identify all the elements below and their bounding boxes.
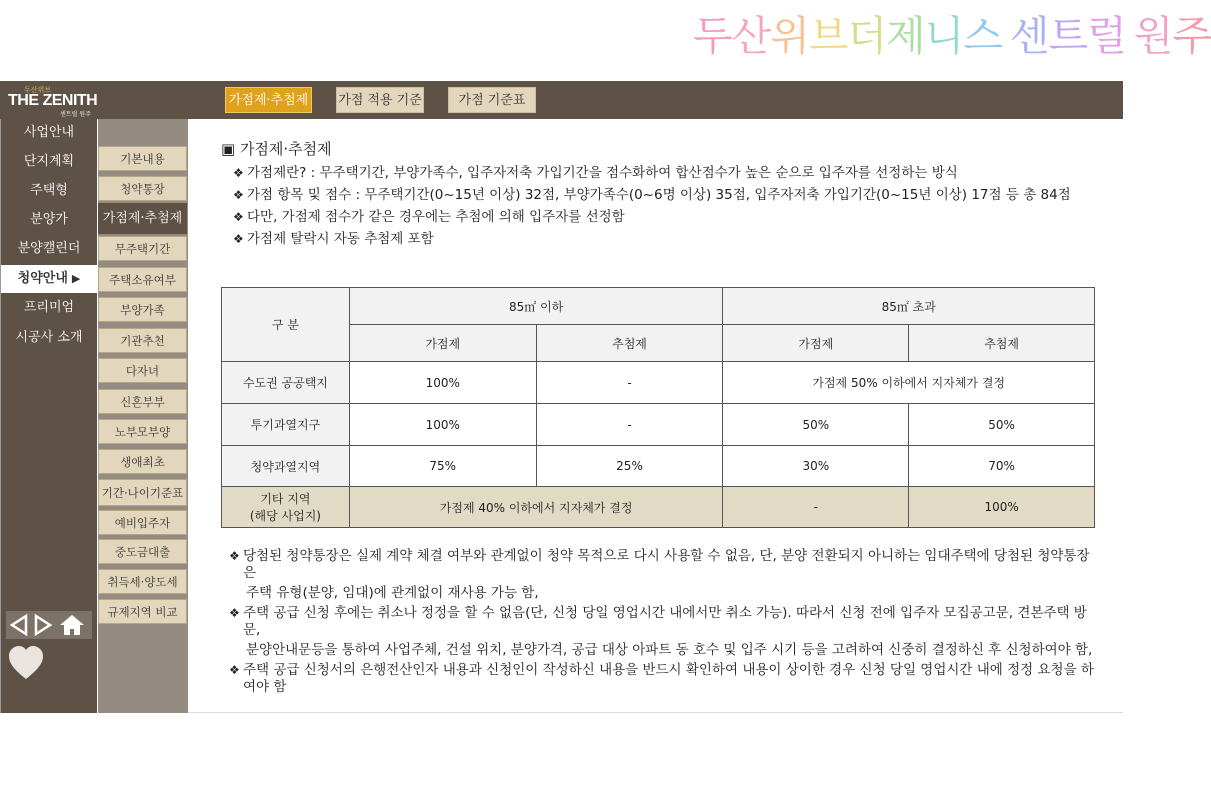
sub-item-multichild[interactable]: 다자녀 <box>98 358 187 383</box>
sidebar-item-calendar[interactable]: 분양캘린더 <box>17 241 81 256</box>
table-row-label: 청약과열지역 <box>222 446 350 487</box>
headline-char: 럴 <box>1087 12 1126 60</box>
logo-tiny-text: 두산위브 <box>24 86 52 94</box>
headline-char: 센 <box>1009 12 1049 60</box>
main-content <box>188 119 1123 713</box>
logo-sub-text: 센트럴 원주 <box>60 111 91 118</box>
table-subheader-cell: 가점제 <box>349 325 536 362</box>
sub-item-tax[interactable]: 취득세·양도세 <box>98 569 187 594</box>
table-row-highlight <box>222 487 1095 528</box>
table-group-header: 85㎡ 초과 <box>723 288 1095 325</box>
headline-char: 더 <box>847 12 887 60</box>
headline-char: 제 <box>886 12 925 60</box>
table-cell: 25% <box>536 446 723 487</box>
prev-arrow-icon[interactable] <box>9 614 29 636</box>
top-bar <box>0 81 1123 119</box>
sidebar-item-builder[interactable]: 시공사 소개 <box>15 330 83 345</box>
notes-list <box>229 548 1099 699</box>
note-continuation: 분양안내문등을 통하여 사업주체, 건설 위치, 분양가격, 공급 대상 아파트 동 호수 및 입주 시기 등을 고려하여 신중히 결정하신 후 신청하여야 함, <box>246 642 1093 658</box>
row-label-line: 기타 지역 <box>260 492 311 506</box>
tab-gajeom-chucheom[interactable]: 가점제·추첨제 <box>225 87 312 113</box>
sidebar-item-complex[interactable]: 단지계획 <box>23 154 75 169</box>
table-cell: 100% <box>909 487 1095 528</box>
sub-item-account[interactable]: 청약통장 <box>98 176 187 201</box>
table-row <box>222 404 1095 446</box>
next-arrow-icon[interactable] <box>33 614 53 636</box>
table-cell: 가점제 40% 이하에서 지자체가 결정 <box>349 487 723 528</box>
sidebar-item-business[interactable]: 사업안내 <box>23 125 75 140</box>
row-label-line: (해당 사업지) <box>249 509 321 523</box>
sub-sidebar <box>98 119 188 713</box>
bullet-item: ❖ 가점제 탈락시 자동 추첨제 포함 <box>233 231 1093 248</box>
table-cell: 70% <box>909 446 1095 487</box>
brand-logo[interactable] <box>6 85 100 117</box>
table-row <box>222 446 1095 487</box>
table-cell: 가점제 50% 이하에서 지자체가 결정 <box>723 362 1095 404</box>
table-group-header: 85㎡ 이하 <box>349 288 723 325</box>
table-row <box>222 362 1095 404</box>
headline-char: 산 <box>731 12 771 60</box>
note-continuation: 주택 유형(분양, 임대)에 관계없이 재사용 가능 함, <box>246 585 539 601</box>
table-header-row <box>222 288 1095 325</box>
sub-item-newlywed[interactable]: 신혼부부 <box>98 389 187 414</box>
sub-item-regulation[interactable]: 규제지역 비교 <box>98 599 187 624</box>
sub-item-dependents[interactable]: 부양가족 <box>98 297 187 322</box>
table-cell: 100% <box>349 362 536 404</box>
table-subheader-cell: 추첨제 <box>909 325 1095 362</box>
sub-item-institution[interactable]: 기관추천 <box>98 328 187 353</box>
headline-char: 원 <box>1133 12 1173 60</box>
page-controls <box>6 611 92 639</box>
table-row-label: 투기과열지구 <box>222 404 350 446</box>
note-item: ❖ 주택 공급 신청 후에는 취소나 정정을 할 수 없음(단, 신청 당일 영업시간 내에서만 취소 가능). 따라서 신청 전에 입주자 모집공고문, 견본주택 방문, <box>229 605 1099 639</box>
bullet-item: ❖ 다만, 가점제 점수가 같은 경우에는 추첨에 의해 입주자를 선정함 <box>233 209 1093 226</box>
logo-main-text: THE ZENITH <box>8 92 98 109</box>
table-subheader-cell: 추첨제 <box>536 325 723 362</box>
heart-icon[interactable] <box>8 646 44 682</box>
table-cell: 50% <box>723 404 909 446</box>
table-cell: - <box>536 362 723 404</box>
sidebar-item-price[interactable]: 분양가 <box>30 212 68 227</box>
section-title: ▣ 가점제·추첨제 <box>221 140 332 158</box>
table-cell: 75% <box>349 446 536 487</box>
sidebar-item-premium[interactable]: 프리미엄 <box>23 300 75 315</box>
content-bottom-border <box>188 712 1123 713</box>
intro-bullets <box>233 165 1093 253</box>
note-item: ❖ 주택 공급 신청서의 은행전산인자 내용과 신청인이 작성하신 내용을 반드시 확인하여 내용이 상이한 경우 신청 당일 영업시간 내에 정정 요청을 하여야 함 <box>229 662 1099 696</box>
table-cell: - <box>723 487 909 528</box>
bullet-item: ❖ 가점제란? : 무주택기간, 부양가족수, 입주자저축 가입기간을 점수화하여 합산점수가 높은 순으로 입주자를 선정하는 방식 <box>233 165 1093 182</box>
headline-char: 두 <box>693 12 732 60</box>
bullet-item: ❖ 가점 항목 및 점수 : 무주택기간(0~15년 이상) 32점, 부양가족수(0~6명 이상) 35점, 입주자저축 가입기간(0~15년 이상) 17점 등 총 84점 <box>233 187 1093 204</box>
sub-item-ownership[interactable]: 주택소유여부 <box>98 267 187 292</box>
sub-item-basic[interactable]: 기본내용 <box>98 146 187 171</box>
headline-char: 니 <box>924 12 964 60</box>
table-row-label <box>222 487 350 528</box>
headline-char: 트 <box>1048 12 1088 60</box>
sub-item-gajeom[interactable]: 가점제·추첨제 <box>98 203 187 234</box>
table-row-label: 수도권 공공택지 <box>222 362 350 404</box>
sub-item-first-time[interactable]: 생애최초 <box>98 449 187 474</box>
left-border <box>0 119 1 713</box>
sub-item-homeless-period[interactable]: 무주택기간 <box>98 236 187 261</box>
table-cell: 50% <box>909 404 1095 446</box>
tab-gajeom-criteria[interactable]: 가점 적용 기준 <box>336 87 424 113</box>
table-cell: 30% <box>723 446 909 487</box>
sidebar-item-label: 청약안내 <box>17 271 68 286</box>
site-headline <box>693 6 1211 66</box>
sub-item-reserve[interactable]: 예비입주자 <box>98 510 187 535</box>
headline-char: 위 <box>770 12 809 60</box>
headline-char: 브 <box>808 12 848 60</box>
play-arrow-icon: ▶ <box>71 272 81 285</box>
table-subheader-cell: 가점제 <box>723 325 909 362</box>
note-item: ❖ 당첨된 청약통장은 실제 계약 체결 여부와 관계없이 청약 목적으로 다시 사용할 수 없음, 단, 분양 전환되지 아니하는 임대주택에 당첨된 청약통장은 <box>229 548 1099 582</box>
tab-gajeom-table[interactable]: 가점 기준표 <box>448 87 536 113</box>
home-icon[interactable] <box>59 614 85 636</box>
headline-char: 스 <box>963 12 1002 60</box>
ratio-table <box>221 287 1095 528</box>
table-corner-cell: 구 분 <box>222 288 350 362</box>
sub-item-loan[interactable]: 중도금대출 <box>98 539 187 564</box>
sidebar-item-unit-types[interactable]: 주택형 <box>30 183 68 198</box>
sub-item-period-age[interactable]: 기간·나이기준표 <box>98 479 187 506</box>
table-cell: - <box>536 404 723 446</box>
sub-item-elderly[interactable]: 노부모부양 <box>98 419 187 444</box>
table-subheader-row <box>222 325 1095 362</box>
headline-char: 주 <box>1172 12 1211 60</box>
table-cell: 100% <box>349 404 536 446</box>
sidebar-item-subscription[interactable] <box>1 265 97 293</box>
